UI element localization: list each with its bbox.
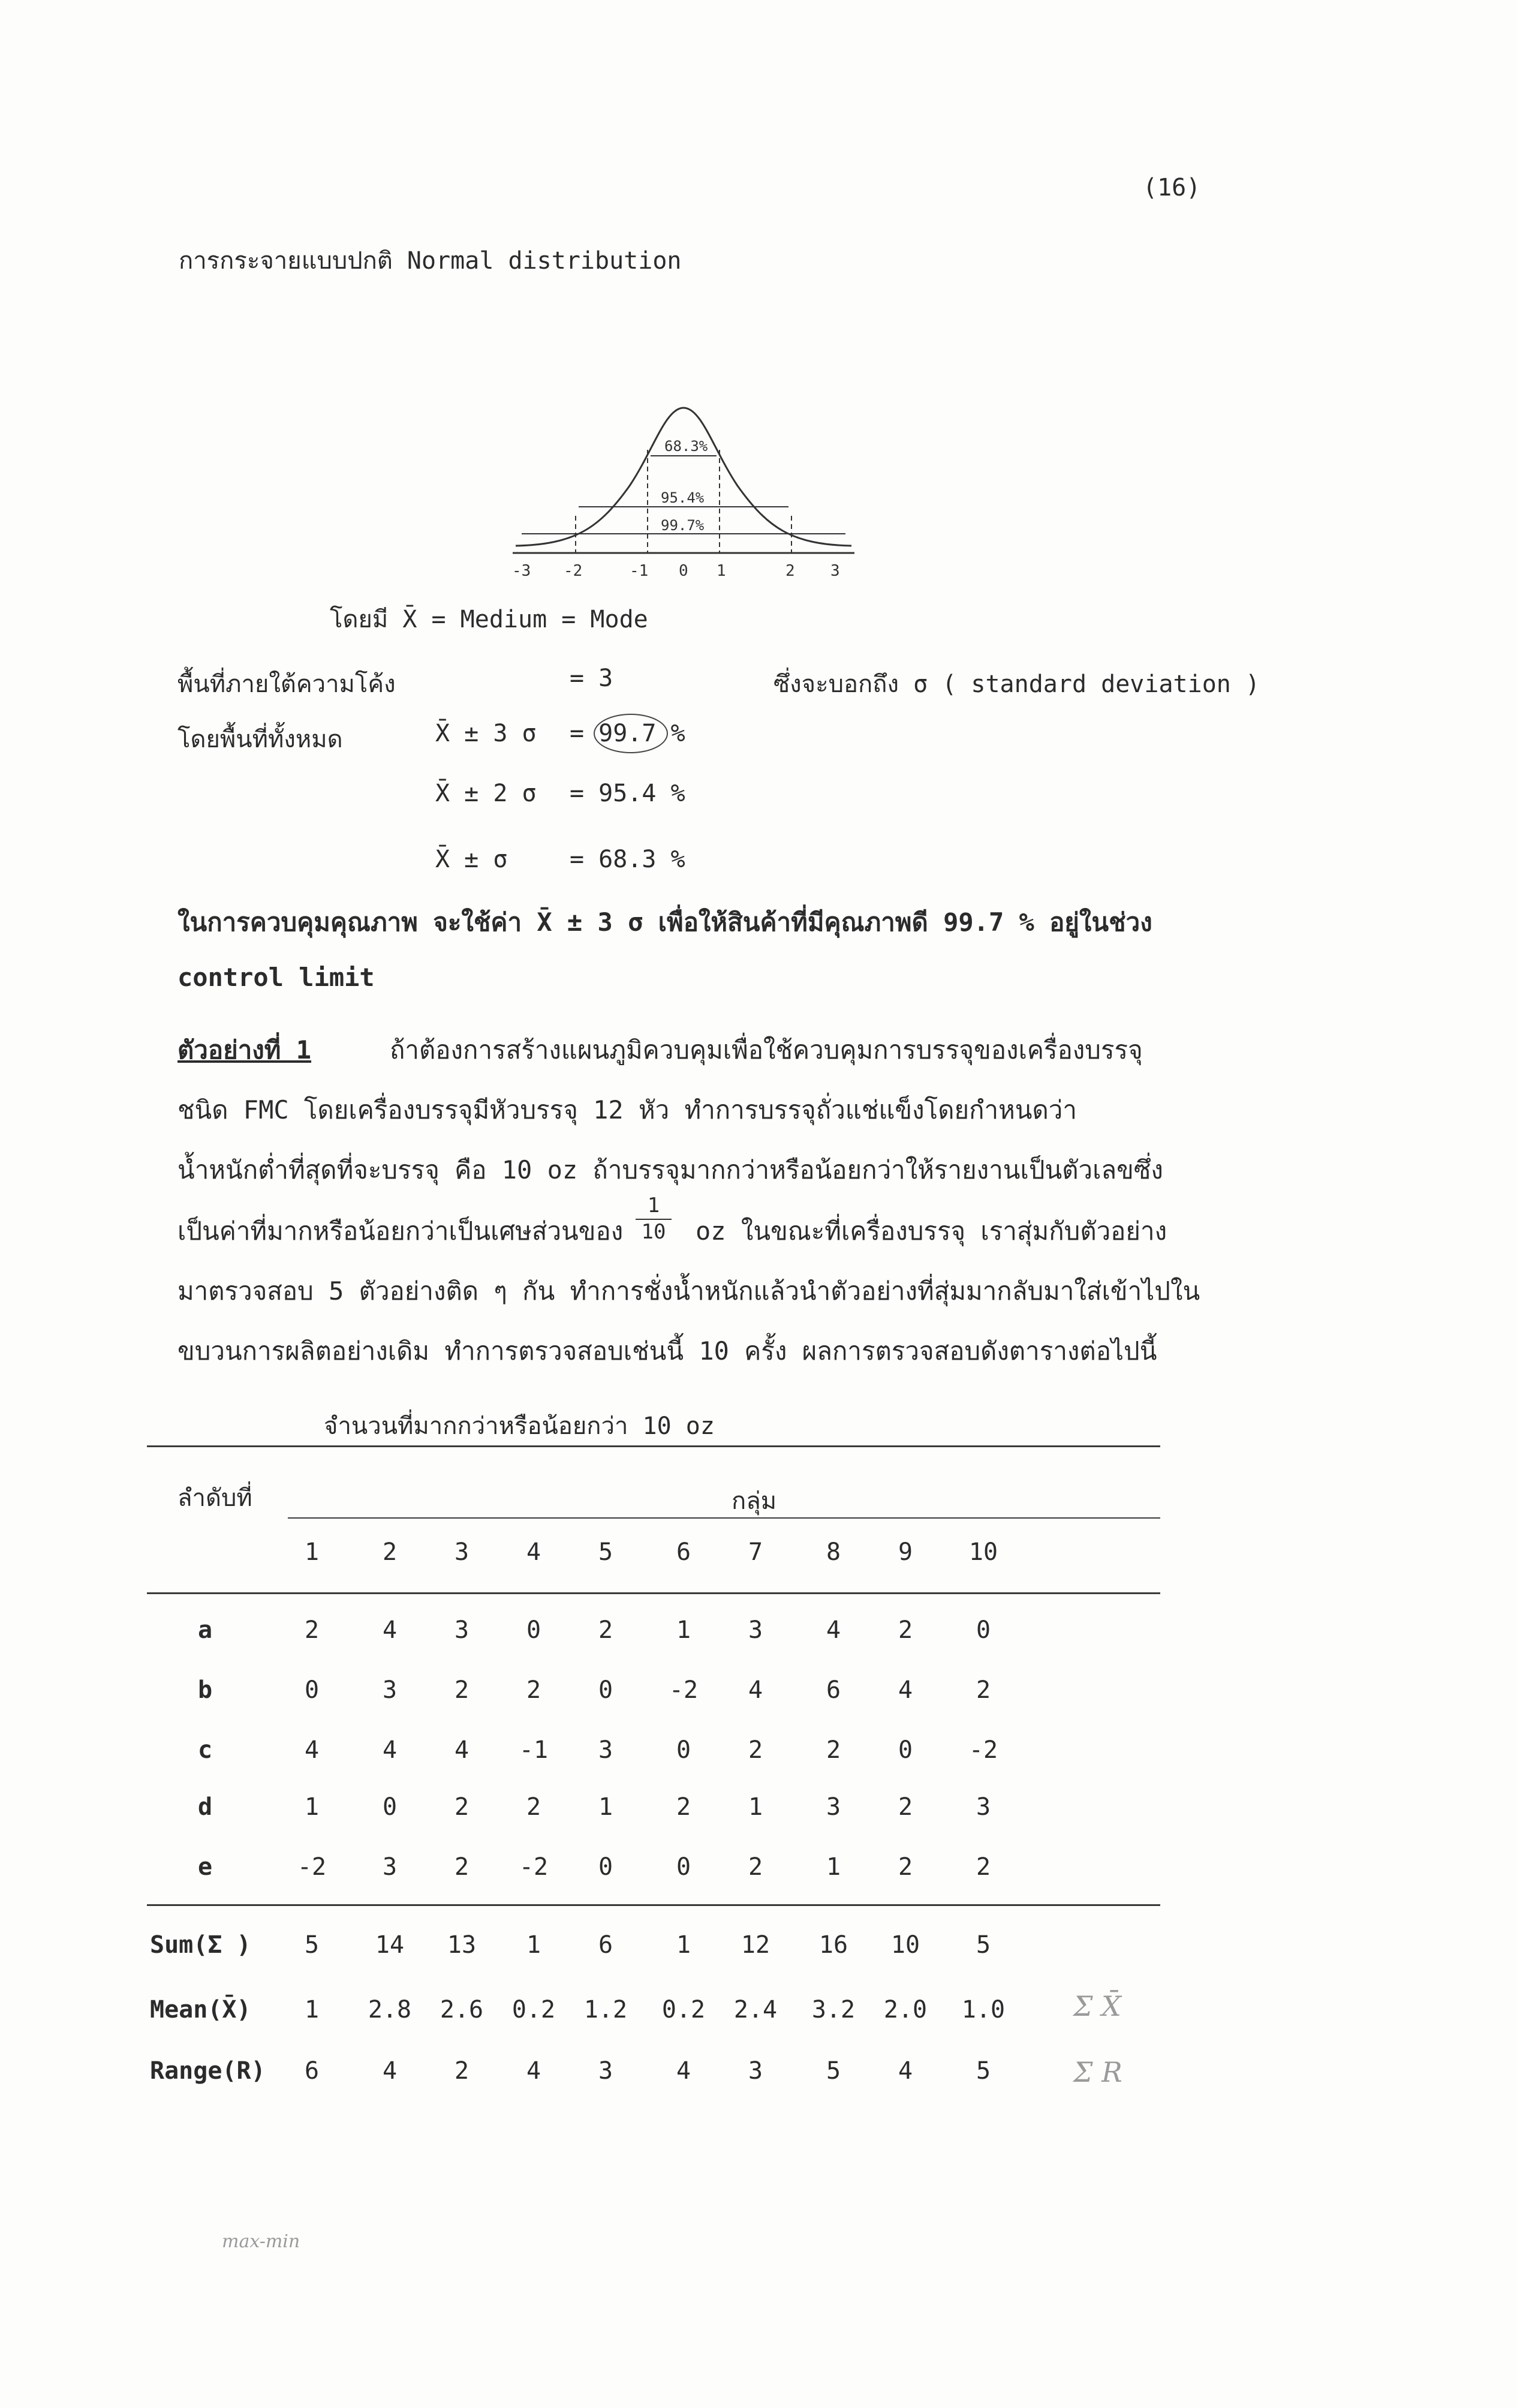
example-line-2: ชนิด FMC โดยเครื่องบรรจุมีหัวบรรจุ 12 หัว ทำการบรรจุถั่วแช่แข็งโดยกำหนดว่า <box>177 1095 1077 1125</box>
table-cell: 0 <box>676 1736 691 1764</box>
summary-cell: 14 <box>375 1931 405 1959</box>
summary-label: Sum(Σ ) <box>150 1931 251 1959</box>
example-label: ตัวอย่างที่ 1 <box>177 1035 312 1065</box>
table-cell: 3 <box>976 1793 991 1821</box>
axis-tick: -1 <box>630 562 649 580</box>
summary-top-rule <box>147 1904 1160 1906</box>
row-label: a <box>198 1616 213 1644</box>
fraction-numerator: 1 <box>636 1194 672 1220</box>
summary-cell: 4 <box>898 2057 913 2085</box>
axis-tick: 2 <box>785 562 795 580</box>
summary-cell: 13 <box>447 1931 477 1959</box>
table-cell: 2 <box>748 1853 763 1881</box>
header-bottom-rule <box>147 1592 1160 1594</box>
summary-cell: 2.8 <box>368 1996 412 2024</box>
summary-cell: 0.2 <box>661 1996 706 2024</box>
example-line-3: น้ำหนักต่ำที่สุดที่จะบรรจุ คือ 10 oz ถ้าบรรจุมากกว่าหรือน้อยกว่าให้รายงานเป็นตัวเลขซึ่ง <box>177 1155 1163 1185</box>
total-area-label: โดยพื้นที่ทั้งหมด <box>177 726 343 753</box>
table-cell: 0 <box>598 1853 613 1881</box>
summary-cell: 2.0 <box>883 1996 928 2024</box>
column-header: 7 <box>748 1538 763 1566</box>
summary-cell: 3 <box>748 2057 763 2085</box>
summary-cell: 2.4 <box>733 1996 778 2024</box>
axis-tick: -2 <box>564 562 583 580</box>
curve-label-99: 99.7% <box>661 517 705 534</box>
table-cell: 4 <box>826 1616 841 1644</box>
row-header: ลำดับที่ <box>177 1484 252 1512</box>
table-cell: 0 <box>304 1676 320 1704</box>
mean-median-mode-line: โดยมี X̄ = Medium = Mode <box>330 606 648 633</box>
section-heading: การกระจายแบบปกติ Normal distribution <box>179 247 682 275</box>
table-cell: 2 <box>748 1736 763 1764</box>
axis-tick: -3 <box>512 562 531 580</box>
summary-cell: 1.0 <box>961 1996 1006 2024</box>
area-note: ซึ่งจะบอกถึง σ ( standard deviation ) <box>773 671 1260 698</box>
summary-cell: 1 <box>526 1931 541 1959</box>
table-cell: 3 <box>598 1736 613 1764</box>
area-equals: = 3 <box>570 665 613 692</box>
summary-cell: 0.2 <box>511 1996 556 2024</box>
column-header: 5 <box>598 1538 613 1566</box>
table-cell: 2 <box>526 1676 541 1704</box>
summary-cell: 5 <box>976 2057 991 2085</box>
table-cell: 3 <box>382 1676 398 1704</box>
summary-cell: 6 <box>598 1931 613 1959</box>
table-cell: -2 <box>968 1736 998 1764</box>
column-header: 9 <box>898 1538 913 1566</box>
axis-tick: 0 <box>679 562 688 580</box>
table-cell: 1 <box>304 1793 320 1821</box>
summary-cell: 2 <box>454 2057 469 2085</box>
summary-cell: 2.6 <box>440 1996 484 2024</box>
eq2-value: = 95.4 % <box>570 780 685 807</box>
table-caption: จำนวนที่มากกว่าหรือน้อยกว่า 10 oz <box>324 1412 715 1440</box>
handwritten-circle <box>594 714 668 753</box>
summary-label: Range(R) <box>150 2057 266 2085</box>
table-cell: 2 <box>898 1793 913 1821</box>
table-cell: 4 <box>382 1616 398 1644</box>
summary-cell: 6 <box>304 2057 320 2085</box>
summary-cell: 16 <box>818 1931 848 1959</box>
table-cell: 3 <box>382 1853 398 1881</box>
table-cell: 2 <box>454 1793 469 1821</box>
summary-cell: 1.2 <box>583 1996 628 2024</box>
summary-cell: 12 <box>741 1931 770 1959</box>
summary-cell: 1 <box>304 1996 320 2024</box>
table-cell: 2 <box>676 1793 691 1821</box>
summary-cell: 3 <box>598 2057 613 2085</box>
example-line-4b: oz ในขณะที่เครื่องบรรจุ เราสุ่มกับตัวอย่าง <box>696 1216 1167 1246</box>
table-cell: 2 <box>526 1793 541 1821</box>
eq2-expression: X̄ ± 2 σ <box>435 780 537 807</box>
handwritten-note: max-min <box>222 2231 300 2252</box>
summary-cell: 4 <box>526 2057 541 2085</box>
axis-tick: 3 <box>830 562 840 580</box>
page-number: (16) <box>1143 174 1201 202</box>
column-header: 4 <box>526 1538 541 1566</box>
table-cell: 1 <box>676 1616 691 1644</box>
normal-curve-figure <box>504 396 863 594</box>
table-cell: -1 <box>519 1736 549 1764</box>
table-cell: 4 <box>748 1676 763 1704</box>
table-cell: 0 <box>676 1853 691 1881</box>
axis-tick: 1 <box>717 562 726 580</box>
control-limit-text: control limit <box>177 963 375 992</box>
table-cell: 0 <box>976 1616 991 1644</box>
eq1-expression: X̄ ± 3 σ <box>435 720 537 747</box>
handwritten-sum-r: Σ R <box>1073 2056 1122 2088</box>
summary-cell: 3.2 <box>811 1996 856 2024</box>
summary-cell: 4 <box>382 2057 398 2085</box>
column-header: 3 <box>454 1538 469 1566</box>
area-label: พื้นที่ภายใต้ความโค้ง <box>177 671 396 698</box>
table-cell: 1 <box>748 1793 763 1821</box>
fraction <box>636 1194 672 1244</box>
table-cell: 0 <box>382 1793 398 1821</box>
column-header: 10 <box>968 1538 998 1566</box>
example-line-6: ขบวนการผลิตอย่างเดิม ทำการตรวจสอบเช่นนี้ 10 ครั้ง ผลการตรวจสอบดังตารางต่อไปนี้ <box>177 1336 1157 1366</box>
example-line-5: มาตรวจสอบ 5 ตัวอย่างติด ๆ กัน ทำการชั่งน้ำหนักแล้วนำตัวอย่างที่สุ่มมากลับมาใส่เข้าไปใน <box>177 1276 1200 1306</box>
summary-cell: 10 <box>890 1931 920 1959</box>
table-cell: 2 <box>454 1853 469 1881</box>
table-cell: 4 <box>898 1676 913 1704</box>
table-cell: 0 <box>898 1736 913 1764</box>
table-cell: 2 <box>976 1676 991 1704</box>
table-cell: 1 <box>598 1793 613 1821</box>
table-cell: 2 <box>598 1616 613 1644</box>
table-top-rule <box>147 1445 1160 1447</box>
summary-label: Mean(X̄) <box>150 1996 251 2024</box>
table-cell: 4 <box>454 1736 469 1764</box>
curve-label-95: 95.4% <box>661 489 705 506</box>
example-line-1: ถ้าต้องการสร้างแผนภูมิควบคุมเพื่อใช้ควบคุมการบรรจุของเครื่องบรรจุ <box>390 1035 1143 1065</box>
row-label: e <box>198 1853 213 1881</box>
table-cell: 2 <box>454 1676 469 1704</box>
row-label: c <box>198 1736 213 1764</box>
table-cell: 4 <box>382 1736 398 1764</box>
summary-cell: 5 <box>976 1931 991 1959</box>
table-cell: 4 <box>304 1736 320 1764</box>
summary-cell: 4 <box>676 2057 691 2085</box>
column-header: 1 <box>304 1538 320 1566</box>
fraction-denominator: 10 <box>641 1220 666 1244</box>
table-cell: 2 <box>898 1616 913 1644</box>
group-rule <box>288 1517 1160 1519</box>
table-cell: -2 <box>669 1676 699 1704</box>
example-line-4a: เป็นค่าที่มากหรือน้อยกว่าเป็นเศษส่วนของ <box>177 1216 624 1246</box>
summary-cell: 5 <box>304 1931 320 1959</box>
table-cell: 2 <box>898 1853 913 1881</box>
row-label: d <box>198 1793 213 1821</box>
eq1-value: = 99.7 % <box>570 720 685 747</box>
control-sentence: ในการควบคุมคุณภาพ จะใช้ค่า X̄ ± 3 σ เพื่อให้สินค้าที่มีคุณภาพดี 99.7 % อยู่ในช่วง <box>177 907 1152 937</box>
table-cell: 2 <box>976 1853 991 1881</box>
table-cell: -2 <box>519 1853 549 1881</box>
table-cell: 2 <box>826 1736 841 1764</box>
column-header: 2 <box>382 1538 398 1566</box>
summary-cell: 1 <box>676 1931 691 1959</box>
table-cell: 3 <box>748 1616 763 1644</box>
handwritten-sum-xbar: Σ X̄ <box>1073 1990 1121 2022</box>
column-header: 6 <box>676 1538 691 1566</box>
table-cell: 3 <box>826 1793 841 1821</box>
table-cell: 3 <box>454 1616 469 1644</box>
group-header: กลุ่ม <box>732 1487 777 1515</box>
table-cell: 1 <box>826 1853 841 1881</box>
eq3-value: = 68.3 % <box>570 846 685 873</box>
column-header: 8 <box>826 1538 841 1566</box>
table-cell: -2 <box>297 1853 327 1881</box>
summary-cell: 5 <box>826 2057 841 2085</box>
table-cell: 2 <box>304 1616 320 1644</box>
row-label: b <box>198 1676 213 1704</box>
curve-label-68: 68.3% <box>664 438 708 455</box>
table-cell: 0 <box>598 1676 613 1704</box>
table-cell: 0 <box>526 1616 541 1644</box>
table-cell: 6 <box>826 1676 841 1704</box>
eq3-expression: X̄ ± σ <box>435 846 508 873</box>
